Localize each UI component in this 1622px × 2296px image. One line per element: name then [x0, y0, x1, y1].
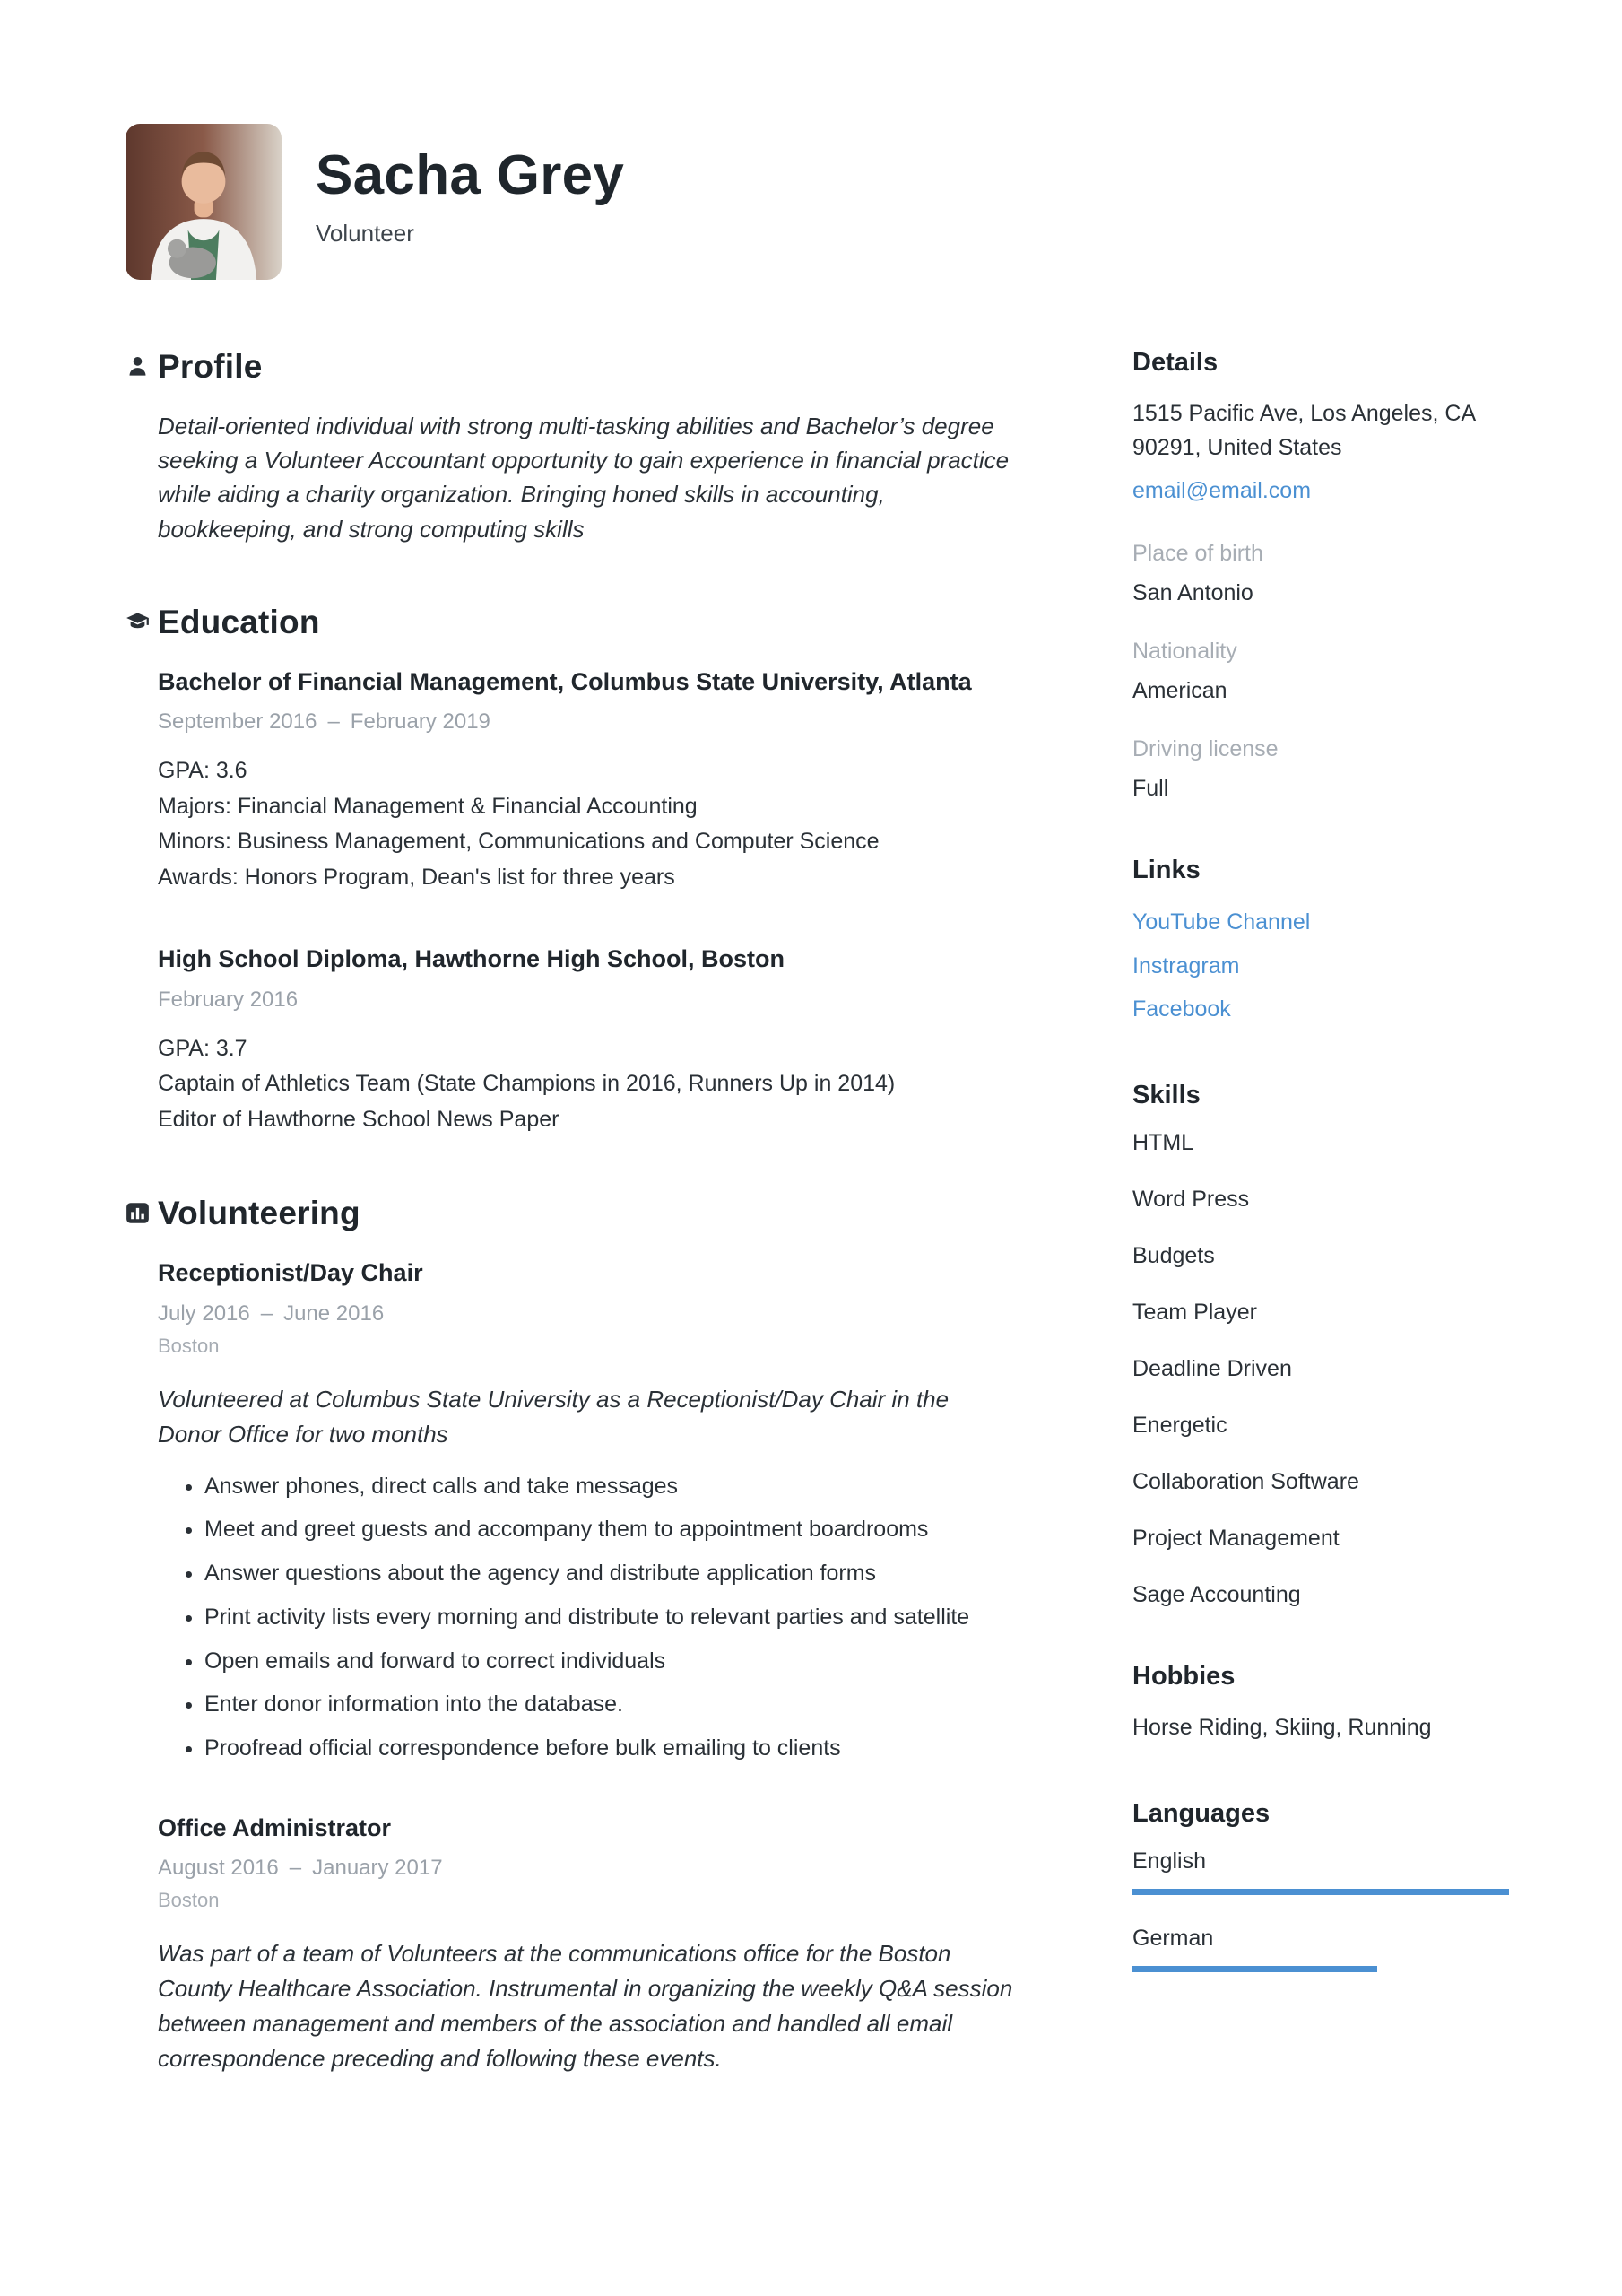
header-text: [316, 124, 624, 248]
field-value: San Antonio: [1132, 579, 1253, 605]
address-line: 90291, United States: [1132, 434, 1342, 460]
skill-item: Project Management: [1132, 1526, 1340, 1551]
entry-dates: February 2016: [158, 987, 299, 1012]
bullet-item: • Answer phones, direct calls and take messages: [204, 1472, 1015, 1502]
language-name: English: [1132, 1848, 1206, 1874]
profile-photo: [126, 124, 282, 280]
profile-photo-image: [126, 124, 282, 280]
bullet-item: • Meet and greet guests and accompany them to appointment boardrooms: [204, 1515, 1015, 1545]
skills-list: [1132, 1130, 1509, 1608]
volunteering-entry: [158, 1256, 1015, 1764]
education-entry: [158, 942, 1015, 1137]
entry-details: [158, 753, 1015, 895]
address-line: 1515 Pacific Ave, Los Angeles, CA: [1132, 401, 1477, 426]
link-item: [1132, 905, 1509, 940]
languages-section: [1132, 1799, 1509, 1972]
skill-item: Deadline Driven: [1132, 1356, 1292, 1381]
header: [126, 124, 1516, 280]
sidebar: [1132, 348, 1509, 2003]
field-value: American: [1132, 677, 1227, 703]
bullet-item: • Enter donor information into the database.: [204, 1690, 1015, 1720]
skill-item: Sage Accounting: [1132, 1582, 1301, 1607]
entry-details: [158, 1031, 1015, 1138]
bar-chart-badge-icon: [126, 1201, 150, 1225]
language-item: [1132, 1926, 1509, 1972]
links-list: [1132, 905, 1509, 1027]
email-link[interactable]: email@email.com: [1132, 478, 1312, 503]
person-icon: [126, 354, 150, 378]
entry-dates: July 2016 – June 2016: [158, 1300, 385, 1326]
skill-item: Team Player: [1132, 1300, 1257, 1325]
section-volunteering: [126, 1195, 1015, 2076]
content-columns: [126, 348, 1516, 2134]
language-name: German: [1132, 1925, 1214, 1951]
hobbies-text: Horse Riding, Skiing, Running: [1132, 1715, 1432, 1740]
field-value: Full: [1132, 775, 1169, 801]
entry-location: Boston: [158, 1334, 220, 1357]
entry-title: Bachelor of Financial Management, Columbus State University, Atlanta: [158, 667, 972, 695]
profile-text: Detail-oriented individual with strong multi-tasking abilities and Bachelor’s degree seeking a Volunteer Accountant opportunity to gain experience in financial practice while aiding a charity organization. Bringing honed skills in accounting, bookkeeping, and strong computing skills: [158, 413, 1010, 543]
education-heading: Education: [158, 603, 320, 640]
entry-line: GPA: 3.6: [158, 758, 247, 784]
hobbies-heading: Hobbies: [1132, 1662, 1236, 1691]
link-youtube-channel[interactable]: YouTube Channel: [1132, 909, 1311, 935]
details-section: [1132, 348, 1509, 802]
skill-item: Budgets: [1132, 1243, 1215, 1268]
entry-title: High School Diploma, Hawthorne High School, Boston: [158, 945, 785, 973]
entry-line: Editor of Hawthorne School News Paper: [158, 1106, 559, 1132]
field-label: Place of birth: [1132, 540, 1263, 566]
links-heading: Links: [1132, 855, 1201, 884]
main-column: [126, 348, 1015, 2134]
languages-heading: Languages: [1132, 1798, 1271, 1828]
links-section: [1132, 856, 1509, 1027]
entry-line: Captain of Athletics Team (State Champions in 2016, Runners Up in 2014): [158, 1071, 896, 1097]
page-title: Sacha Grey: [316, 144, 625, 206]
volunteering-heading: Volunteering: [158, 1195, 360, 1232]
section-education: [126, 604, 1015, 1138]
section-profile: [126, 348, 1015, 546]
profile-heading: Profile: [158, 348, 263, 385]
language-item: [1132, 1848, 1509, 1895]
skill-item: Energetic: [1132, 1413, 1227, 1438]
entry-line: GPA: 3.7: [158, 1035, 247, 1061]
link-facebook[interactable]: Facebook: [1132, 996, 1231, 1022]
graduation-cap-icon: [126, 610, 150, 634]
volunteering-entry: [158, 1811, 1015, 2076]
entry-line: Minors: Business Management, Communications and Computer Science: [158, 829, 880, 855]
skill-item: Collaboration Software: [1132, 1469, 1359, 1494]
entry-title: Office Administrator: [158, 1813, 392, 1841]
entry-summary: Volunteered at Columbus State University as a Receptionist/Day Chair in the Donor Office for two months: [158, 1385, 950, 1448]
details-heading: Details: [1132, 348, 1219, 377]
skill-item: HTML: [1132, 1130, 1194, 1155]
bullet-item: • Open emails and forward to correct individuals: [204, 1647, 1015, 1677]
link-item: [1132, 949, 1509, 984]
field-label: Nationality: [1132, 638, 1237, 664]
link-item: [1132, 992, 1509, 1027]
bullet-item: • Proofread official correspondence before bulk emailing to clients: [204, 1734, 1015, 1764]
entry-line: Majors: Financial Management & Financial Accounting: [158, 793, 698, 819]
hobbies-section: [1132, 1662, 1509, 1745]
entry-summary: Was part of a team of Volunteers at the communications office for the Boston County Healthcare Association. Instrumental in organizing the weekly Q&A session between management and members of the association and handled all email correspondence preceding and following these events.: [158, 1940, 1013, 2073]
skills-heading: Skills: [1132, 1081, 1201, 1109]
entry-location: Boston: [158, 1889, 220, 1912]
bullet-item: • Print activity lists every morning and distribute to relevant parties and satellite: [204, 1603, 1015, 1633]
entry-dates: August 2016 – January 2017: [158, 1856, 443, 1881]
language-progress-bar: [1132, 1889, 1509, 1895]
education-entry: [158, 665, 1015, 896]
bullet-list: [178, 1472, 1015, 1764]
skill-item: Word Press: [1132, 1187, 1250, 1212]
entry-title: Receptionist/Day Chair: [158, 1259, 423, 1287]
link-instagram[interactable]: Instragram: [1132, 952, 1240, 978]
field-label: Driving license: [1132, 735, 1279, 761]
job-title: Volunteer: [316, 220, 414, 247]
bullet-item: • Answer questions about the agency and distribute application forms: [204, 1559, 1015, 1589]
skills-section: [1132, 1081, 1509, 1608]
entry-line: Awards: Honors Program, Dean's list for three years: [158, 864, 675, 890]
entry-dates: September 2016 – February 2019: [158, 709, 490, 735]
language-progress-bar: [1132, 1966, 1377, 1972]
